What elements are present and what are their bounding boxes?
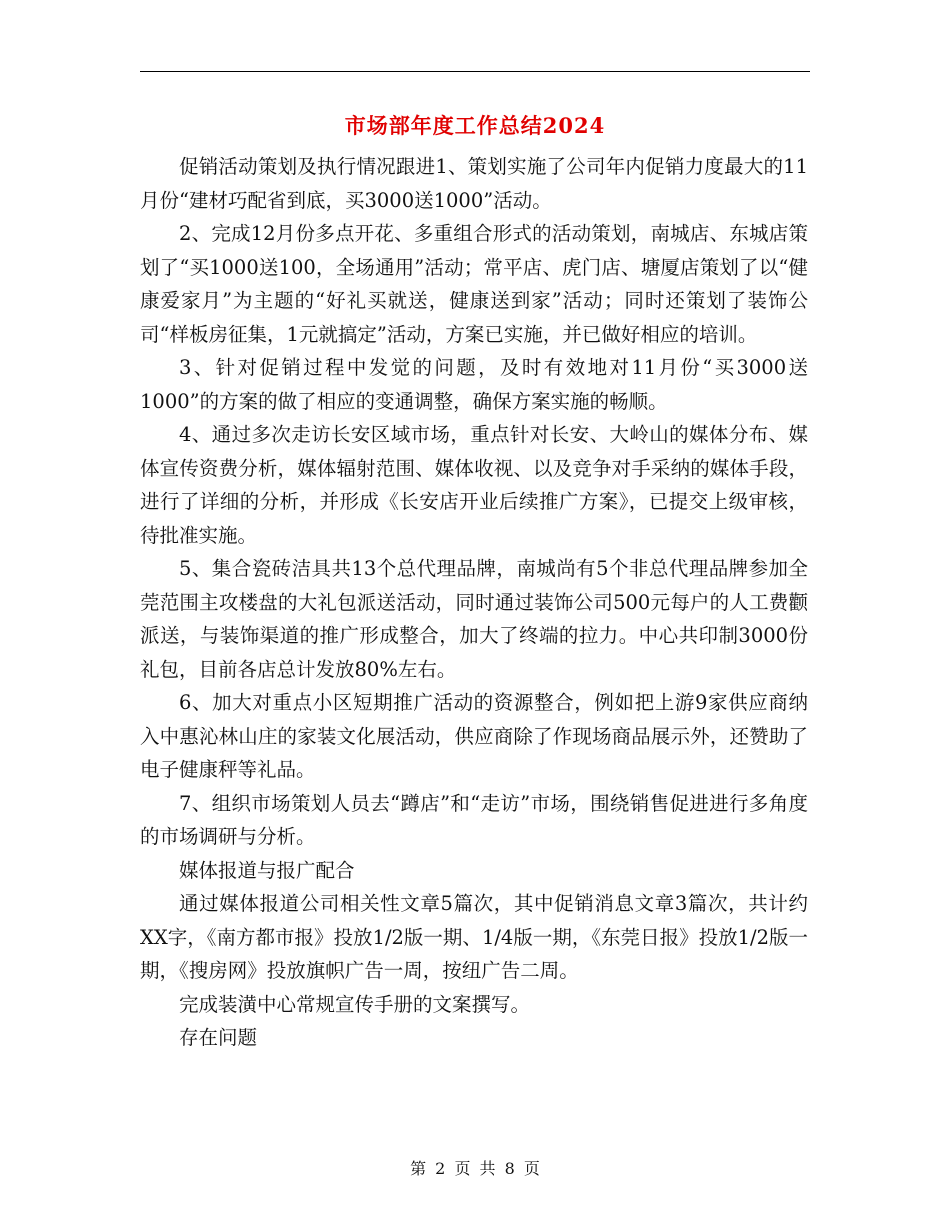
section-heading: 存在问题: [179, 1026, 258, 1049]
header-rule: [140, 71, 810, 72]
document-title: 市场部年度工作总结2024: [344, 113, 606, 138]
paragraph: 促销活动策划及执行情况跟进1、策划实施了公司年内促销力度最大的11月份“建材巧配省到底，买3000送1000”活动。: [140, 155, 808, 212]
paragraph: 完成装潢中心常规宣传手册的文案撰写。: [179, 992, 531, 1016]
paragraph: 5、集合瓷砖洁具共13个总代理品牌，南城尚有5个非总代理品牌参加全莞范围主攻楼盘的大礼包派送活动，同时通过装饰公司500元每户的人工费颧派送，与装饰渠道的推广形成整合，加大了终端的拉力。中心共印制3000份礼包，目前各店总计发放80%左右。: [140, 557, 808, 681]
paragraph: 6、加大对重点小区短期推广活动的资源整合，例如把上游9家供应商纳入中惠沁林山庄的家装文化展活动，供应商除了作现场商品展示外，还赞助了电子健康秤等礼品。: [140, 691, 808, 781]
document-body: [140, 150, 808, 1055]
paragraph: 2、完成12月份多点开花、多重组合形式的活动策划，南城店、东城店策划了“买1000送100，全场通用”活动；常平店、虎门店、塘厦店策划了以“健康爱家月”为主题的“好礼买就送，健康送到家”活动；同时还策划了装饰公司“样板房征集，1元就搞定”活动，方案已实施，并已做好相应的培训。: [140, 222, 808, 346]
paragraph: 7、组织市场策划人员去“蹲店”和“走访”市场，围绕销售促进进行多角度的市场调研与分析。: [140, 791, 808, 848]
paragraph: 通过媒体报道公司相关性文章5篇次，其中促销消息文章3篇次，共计约XX字，《南方都市报》投放1/2版一期、1/4版一期，《东莞日报》投放1/2版一期，《搜房网》投放旗帜广告一周，按纽广告二周。: [140, 892, 808, 982]
section-heading: 媒体报道与报广配合: [179, 858, 355, 882]
paragraph: 3、针对促销过程中发觉的问题，及时有效地对11月份“买3000送1000”的方案的做了相应的变通调整，确保方案实施的畅顺。: [140, 356, 808, 413]
page-number-footer: 第 2 页 共 8 页: [410, 1159, 540, 1178]
paragraph: 4、通过多次走访长安区域市场，重点针对长安、大岭山的媒体分布、媒体宣传资费分析，媒体辐射范围、媒体收视、以及竞争对手采纳的媒体手段，进行了详细的分析，并形成《长安店开业后续推广方案》，已提交上级审核，待批准实施。: [140, 423, 808, 547]
